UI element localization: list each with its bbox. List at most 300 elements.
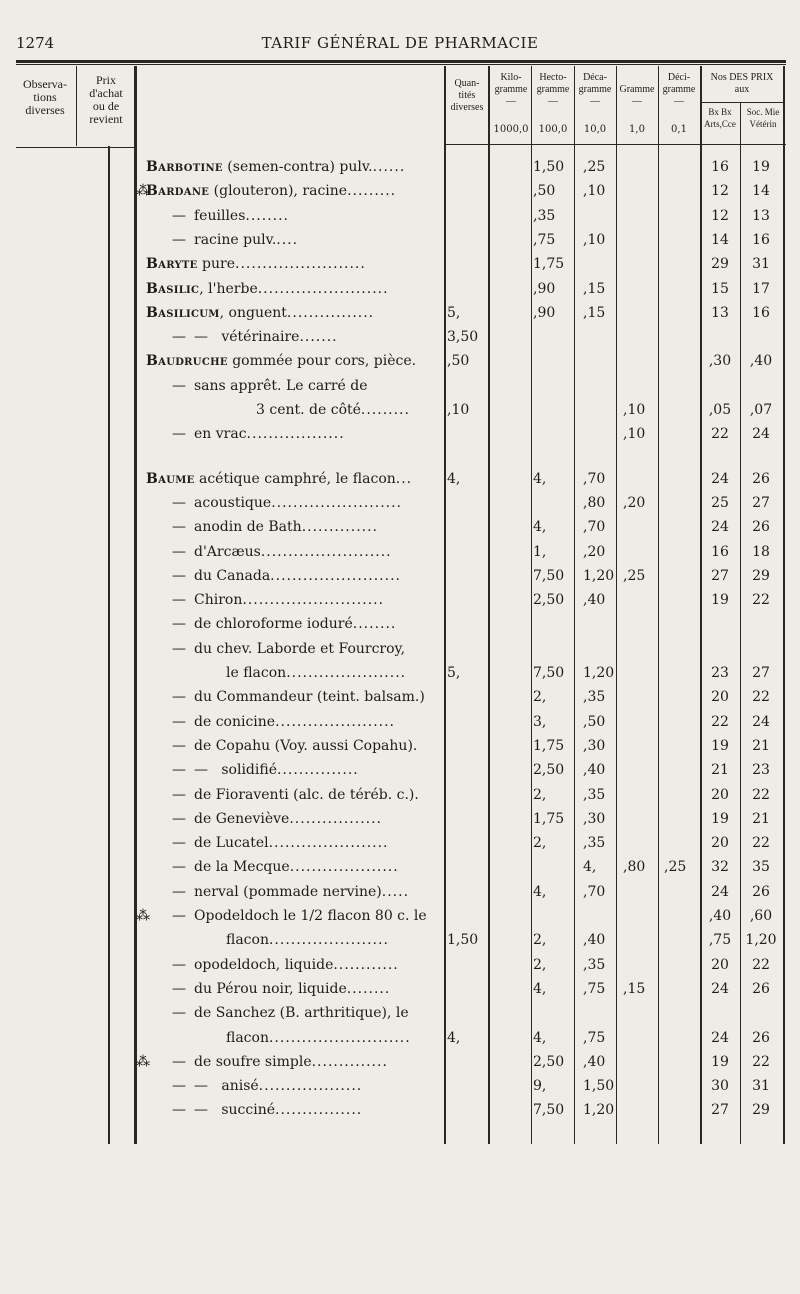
- item-label: [146, 422, 442, 446]
- table-row: [0, 564, 800, 588]
- table-row: [0, 301, 800, 325]
- item-label: [146, 783, 442, 807]
- leader-dots: ..............: [301, 519, 378, 536]
- ditto-dash: —: [172, 207, 186, 224]
- price-decagramme: ,80: [583, 494, 606, 511]
- ditto-dash: —: [172, 1005, 186, 1022]
- top-rule-thin: [16, 64, 786, 65]
- table-row: [0, 1026, 800, 1050]
- price-number-veterin: 26: [752, 883, 770, 900]
- price-number-arts: ,05: [708, 402, 732, 418]
- price-number-arts: 12: [711, 207, 729, 224]
- price-number-veterin: 21: [752, 737, 770, 754]
- entry-text: d'Arcæus: [194, 543, 261, 560]
- entry-headword: Bardane: [146, 183, 210, 200]
- price-hectogramme: 1,75: [533, 737, 565, 754]
- entry-text: acétique camphré, le flacon: [194, 470, 396, 487]
- price-number-arts: 27: [711, 1102, 729, 1119]
- price-number-veterin: ,40: [749, 353, 773, 370]
- price-number-arts: 22: [711, 713, 729, 730]
- item-label: [146, 374, 442, 398]
- ditto-dash: —: [172, 1078, 186, 1095]
- price-number-arts: 15: [711, 280, 729, 297]
- entry-text: de chloroforme ioduré: [194, 616, 353, 633]
- ditto-dash: —: [172, 567, 186, 584]
- table-row: [0, 349, 800, 373]
- price-number-veterin: 19: [752, 159, 770, 175]
- table-row: [0, 855, 800, 879]
- entry-text: opodeldoch, liquide: [194, 956, 334, 973]
- price-hectogramme: 2,: [533, 689, 547, 706]
- price-decagramme: 1,50: [583, 1078, 615, 1095]
- price-number-veterin: 22: [752, 592, 770, 609]
- price-number-veterin: 24: [752, 426, 770, 443]
- price-hectogramme: 2,50: [533, 762, 565, 779]
- table-row: [0, 928, 800, 952]
- entry-text: (semen-contra) pulv.: [222, 159, 373, 175]
- price-gramme: ,15: [623, 980, 646, 997]
- entry-text: — anisé: [194, 1078, 259, 1095]
- asterism-mark: ⁂: [136, 183, 150, 200]
- price-hectogramme: 4,: [533, 519, 547, 536]
- entry-text: flacon: [226, 1029, 269, 1046]
- leader-dots: ..........................: [268, 1029, 411, 1046]
- ditto-dash: —: [172, 616, 186, 633]
- price-decagramme: ,75: [583, 980, 606, 997]
- leader-dots: ........: [346, 980, 391, 997]
- col-arts: Bx Bx Arts,Cce: [704, 107, 736, 129]
- price-quantites: 4,: [447, 470, 461, 487]
- col-decagramme: Déca- gramme —: [578, 72, 612, 107]
- price-number-veterin: 35: [752, 859, 770, 876]
- price-number-arts: 21: [711, 762, 729, 779]
- price-hectogramme: ,90: [533, 280, 556, 297]
- item-label: [146, 807, 442, 831]
- price-decagramme: ,35: [583, 689, 606, 706]
- price-decagramme: ,70: [583, 519, 606, 536]
- price-quantites: 1,50: [447, 932, 479, 949]
- price-quantites: 4,: [447, 1029, 461, 1046]
- price-hectogramme: 4,: [533, 1029, 547, 1046]
- price-hectogramme: 7,50: [533, 1102, 565, 1119]
- ditto-dash: —: [172, 519, 186, 536]
- entry-text: — succiné: [194, 1102, 276, 1119]
- price-number-arts: ,30: [708, 353, 732, 370]
- price-decagramme: ,40: [583, 1053, 606, 1070]
- price-number-arts: 24: [711, 980, 729, 997]
- ditto-dash: —: [172, 543, 186, 560]
- entry-text: du Commandeur (teint. balsam.): [194, 689, 425, 706]
- leader-dots: ........: [245, 207, 289, 224]
- page-number: 1274: [16, 34, 55, 52]
- leader-dots: ......................: [268, 932, 389, 949]
- price-hectogramme: ,50: [533, 183, 556, 200]
- price-hectogramme: 7,50: [533, 665, 565, 681]
- leader-dots: ......................: [268, 835, 389, 852]
- entry-headword: Baudruche: [146, 353, 228, 370]
- price-decagramme: ,25: [583, 159, 606, 175]
- table-row: [0, 661, 800, 685]
- entry-text: acoustique: [194, 494, 272, 511]
- leader-dots: ........................: [270, 567, 401, 584]
- entry-text: du Canada: [194, 567, 271, 584]
- ditto-dash: —: [172, 859, 186, 876]
- entry-text: de Geneviève: [194, 810, 290, 827]
- price-decagramme: ,35: [583, 786, 606, 803]
- price-decagramme: 4,: [583, 859, 597, 876]
- entry-text: de soufre simple: [194, 1053, 312, 1070]
- price-number-veterin: 21: [752, 810, 770, 827]
- leader-dots: ................: [286, 304, 375, 321]
- leader-dots: ......................: [286, 665, 407, 681]
- table-row: [0, 155, 800, 179]
- price-number-arts: 24: [711, 470, 729, 487]
- leader-dots: ......................: [275, 713, 395, 730]
- table-row: [0, 515, 800, 539]
- col-observations: Observa- tions diverses: [23, 77, 67, 117]
- price-decigramme: ,25: [664, 859, 687, 876]
- entry-text: Chiron: [194, 592, 243, 609]
- price-number-veterin: 22: [752, 689, 770, 706]
- ditto-dash: —: [172, 329, 186, 346]
- entry-text: du chev. Laborde et Fourcroy,: [194, 640, 406, 657]
- unit-deci: 0,1: [671, 124, 687, 135]
- table-row: [0, 953, 800, 977]
- table-row: [0, 977, 800, 1001]
- price-decagramme: ,70: [583, 883, 606, 900]
- entry-text: racine pulv.: [194, 231, 277, 248]
- price-number-arts: 20: [711, 689, 729, 706]
- price-number-veterin: 26: [752, 1029, 770, 1046]
- entry-text: nerval (pommade nervine): [194, 883, 382, 900]
- price-decagramme: ,15: [583, 304, 606, 321]
- entry-text: — vétérinaire: [194, 329, 300, 346]
- entry-headword: Basilic: [146, 280, 200, 297]
- ditto-dash: —: [172, 810, 186, 827]
- price-number-veterin: 14: [752, 183, 770, 200]
- price-number-veterin: 1,20: [745, 932, 777, 949]
- leader-dots: ..........................: [242, 592, 385, 609]
- entry-headword: Baume: [146, 470, 195, 487]
- price-number-veterin: 29: [752, 567, 770, 584]
- ditto-dash: —: [172, 956, 186, 973]
- price-number-veterin: 18: [752, 543, 770, 560]
- entry-headword: Barbotine: [146, 159, 223, 175]
- entry-text: gommée pour cors, pièce.: [227, 353, 417, 370]
- ditto-dash: —: [172, 980, 186, 997]
- price-hectogramme: 4,: [533, 883, 547, 900]
- price-number-veterin: 26: [752, 470, 770, 487]
- header-bottom-rule-left: [16, 147, 134, 148]
- price-gramme: ,80: [623, 859, 646, 876]
- item-label: [146, 831, 442, 855]
- price-number-arts: 19: [711, 1053, 729, 1070]
- table-row: [0, 637, 800, 661]
- price-number-arts: 19: [711, 737, 729, 754]
- item-label: [146, 301, 442, 325]
- price-decagramme: ,35: [583, 835, 606, 852]
- price-quantites: ,10: [447, 402, 470, 418]
- price-hectogramme: 1,75: [533, 810, 565, 827]
- price-number-veterin: 16: [752, 231, 770, 248]
- col-gramme: Gramme —: [619, 84, 655, 107]
- item-label: [146, 1001, 442, 1025]
- price-number-arts: 19: [711, 810, 729, 827]
- leader-dots: ................: [275, 1102, 363, 1119]
- leader-dots: ......: [372, 159, 406, 175]
- ditto-dash: —: [172, 426, 186, 443]
- unit-hecto: 100,0: [538, 124, 568, 135]
- vline-obs: [76, 66, 77, 146]
- entry-text: Opodeldoch le 1/2 flacon 80 c. le: [194, 908, 427, 924]
- leader-dots: ........: [352, 616, 397, 633]
- item-label: [146, 1098, 442, 1122]
- col-kilogramme: Kilo- gramme —: [494, 72, 528, 107]
- table-row: [0, 374, 800, 398]
- table-row: [0, 904, 800, 928]
- item-label: [146, 467, 442, 491]
- page-title: TARIF GÉNÉRAL DE PHARMACIE: [261, 34, 539, 52]
- price-gramme: ,20: [623, 494, 646, 511]
- item-label: [146, 398, 552, 422]
- price-number-veterin: 24: [752, 713, 770, 730]
- table-row: [0, 277, 800, 301]
- price-hectogramme: 4,: [533, 470, 547, 487]
- ditto-dash: —: [172, 713, 186, 730]
- table-row: [0, 783, 800, 807]
- price-hectogramme: 4,: [533, 980, 547, 997]
- table-row: [0, 807, 800, 831]
- price-number-veterin: 31: [752, 1078, 770, 1095]
- table-row: [0, 252, 800, 276]
- leader-dots: .....: [381, 883, 410, 900]
- entry-text: anodin de Bath: [194, 519, 302, 536]
- entry-headword: Baryte: [146, 256, 198, 273]
- price-hectogramme: 7,50: [533, 567, 565, 584]
- item-label: [146, 710, 442, 734]
- price-number-arts: 24: [711, 519, 729, 536]
- item-label: [146, 977, 442, 1001]
- table-row: [0, 1001, 800, 1025]
- table-row: [0, 228, 800, 252]
- price-number-arts: 20: [711, 786, 729, 803]
- entry-text: de Sanchez (B. arthritique), le: [194, 1005, 409, 1022]
- entry-text: de Copahu (Voy. aussi Copahu).: [194, 737, 418, 754]
- entry-text: , onguent: [219, 304, 287, 321]
- price-number-arts: 16: [711, 543, 729, 560]
- price-number-veterin: 22: [752, 956, 770, 973]
- unit-kilo: 1000,0: [493, 124, 529, 135]
- table-row: [0, 685, 800, 709]
- price-decagramme: 1,20: [583, 665, 615, 681]
- item-label: [146, 880, 442, 904]
- entry-text: pure: [197, 256, 236, 273]
- price-quantites: 3,50: [447, 329, 479, 346]
- entry-text: feuilles: [194, 207, 246, 224]
- asterism-mark: ⁂: [136, 908, 150, 924]
- entry-text: le flacon: [226, 665, 287, 681]
- table-row: [0, 758, 800, 782]
- table-row: [0, 325, 800, 349]
- price-decagramme: ,30: [583, 810, 606, 827]
- item-label: [146, 564, 442, 588]
- price-number-veterin: 22: [752, 835, 770, 852]
- ditto-dash: —: [172, 1102, 186, 1119]
- price-number-veterin: 26: [752, 980, 770, 997]
- table-row: [0, 1074, 800, 1098]
- price-hectogramme: ,90: [533, 304, 556, 321]
- price-number-veterin: 22: [752, 786, 770, 803]
- item-label: [146, 734, 442, 758]
- entry-text: de conicine: [194, 713, 276, 730]
- entry-text: 3 cent. de côté: [256, 402, 361, 418]
- table-row: [0, 831, 800, 855]
- ditto-dash: —: [172, 883, 186, 900]
- price-decagramme: 1,20: [583, 1102, 615, 1119]
- price-number-arts: 22: [711, 426, 729, 443]
- price-decagramme: 1,20: [583, 567, 615, 584]
- entry-text: — solidifié: [194, 762, 277, 779]
- item-label: [146, 855, 442, 879]
- price-number-veterin: 26: [752, 519, 770, 536]
- leader-dots: ............: [333, 956, 399, 973]
- price-number-veterin: 27: [752, 494, 770, 511]
- leader-dots: ........................: [260, 543, 392, 560]
- price-number-veterin: 13: [752, 207, 770, 224]
- leader-dots: ....................: [289, 859, 399, 876]
- leader-dots: ..............: [311, 1053, 388, 1070]
- item-label: [146, 204, 442, 228]
- price-number-veterin: 16: [752, 304, 770, 321]
- price-number-veterin: 23: [752, 762, 770, 779]
- price-number-veterin: ,60: [749, 908, 773, 924]
- item-label: [146, 953, 442, 977]
- price-decagramme: ,30: [583, 737, 606, 754]
- price-decagramme: ,15: [583, 280, 606, 297]
- price-hectogramme: ,75: [533, 231, 556, 248]
- ditto-dash: —: [172, 640, 186, 657]
- price-number-arts: 19: [711, 592, 729, 609]
- item-label: [146, 758, 442, 782]
- price-number-veterin: 31: [752, 256, 770, 273]
- price-decagramme: ,50: [583, 713, 606, 730]
- ditto-dash: —: [172, 1053, 186, 1070]
- entry-text: de la Mecque: [194, 859, 290, 876]
- price-number-arts: 20: [711, 835, 729, 852]
- price-number-arts: 23: [711, 665, 729, 681]
- item-label: [146, 491, 442, 515]
- ditto-dash: —: [172, 494, 186, 511]
- table-row: [0, 588, 800, 612]
- top-rule: [16, 60, 786, 63]
- entry-text: flacon: [226, 932, 269, 949]
- unit-deca: 10,0: [583, 124, 607, 135]
- price-number-arts: 12: [711, 183, 729, 200]
- table-row: [0, 734, 800, 758]
- price-decagramme: ,70: [583, 470, 606, 487]
- col-quantites: Quan- tités diverses: [450, 78, 484, 113]
- ditto-dash: —: [172, 377, 186, 394]
- item-label: [146, 325, 442, 349]
- ditto-dash: —: [172, 786, 186, 803]
- leader-dots: .................: [289, 810, 382, 827]
- leader-dots: ..................: [246, 426, 345, 443]
- price-number-arts: ,40: [708, 908, 732, 924]
- price-number-arts: 27: [711, 567, 729, 584]
- leader-dots: .........: [360, 402, 410, 418]
- table-row: [0, 204, 800, 228]
- item-label: [146, 179, 442, 203]
- ditto-dash: —: [172, 231, 186, 248]
- item-label: [146, 685, 442, 709]
- price-number-arts: 20: [711, 956, 729, 973]
- entry-text: , l'herbe: [199, 280, 258, 297]
- price-number-arts: 32: [711, 859, 729, 876]
- table-row: [0, 398, 800, 422]
- price-decagramme: ,10: [583, 231, 606, 248]
- price-quantites: 5,: [447, 665, 461, 681]
- table-row: [0, 710, 800, 734]
- price-gramme: ,25: [623, 567, 646, 584]
- entry-text: sans apprêt. Le carré de: [194, 377, 368, 394]
- price-hectogramme: 3,: [533, 713, 547, 730]
- entry-text: (glouteron), racine: [209, 183, 348, 200]
- item-label: [146, 252, 442, 276]
- leader-dots: ........................: [235, 256, 366, 273]
- price-number-arts: 13: [711, 304, 729, 321]
- price-hectogramme: 2,50: [533, 592, 565, 609]
- price-hectogramme: 1,: [533, 543, 547, 560]
- price-number-arts: 14: [711, 231, 729, 248]
- table-row: [0, 1050, 800, 1074]
- entry-text: en vrac: [194, 426, 247, 443]
- item-label: [146, 1074, 442, 1098]
- ditto-dash: —: [172, 689, 186, 706]
- ditto-dash: —: [172, 762, 186, 779]
- table-row: [0, 467, 800, 491]
- price-hectogramme: 2,: [533, 786, 547, 803]
- entry-headword: Basilicum: [146, 304, 220, 321]
- col-prix-achat: Prix d'achat ou de revient: [89, 73, 123, 126]
- item-label: [146, 540, 442, 564]
- item-label: [146, 515, 442, 539]
- table-row: [0, 1098, 800, 1122]
- price-number-arts: 25: [711, 494, 729, 511]
- price-number-arts: 16: [711, 159, 729, 175]
- item-label: [146, 155, 442, 179]
- col-veterin: Soc. Mie Vétérin: [746, 107, 780, 129]
- price-number-veterin: 22: [752, 1053, 770, 1070]
- price-number-arts: 24: [711, 883, 729, 900]
- leader-dots: ...............: [276, 762, 359, 779]
- price-hectogramme: 2,: [533, 956, 547, 973]
- col-prix-aux: Nos DES PRIX aux: [710, 72, 774, 95]
- price-hectogramme: ,35: [533, 207, 556, 224]
- entry-text: de Fioraventi (alc. de téréb. c.).: [194, 786, 419, 803]
- price-number-veterin: ,07: [749, 402, 773, 418]
- price-number-arts: 29: [711, 256, 729, 273]
- item-label: [146, 1050, 442, 1074]
- item-label: [146, 277, 442, 301]
- price-number-arts: ,75: [708, 932, 732, 949]
- price-decagramme: ,40: [583, 592, 606, 609]
- price-hectogramme: 1,75: [533, 256, 565, 273]
- price-decagramme: ,20: [583, 543, 606, 560]
- ditto-dash: —: [172, 835, 186, 852]
- price-hectogramme: 9,: [533, 1078, 547, 1095]
- ditto-dash: —: [172, 737, 186, 754]
- leader-dots: ........................: [271, 494, 402, 511]
